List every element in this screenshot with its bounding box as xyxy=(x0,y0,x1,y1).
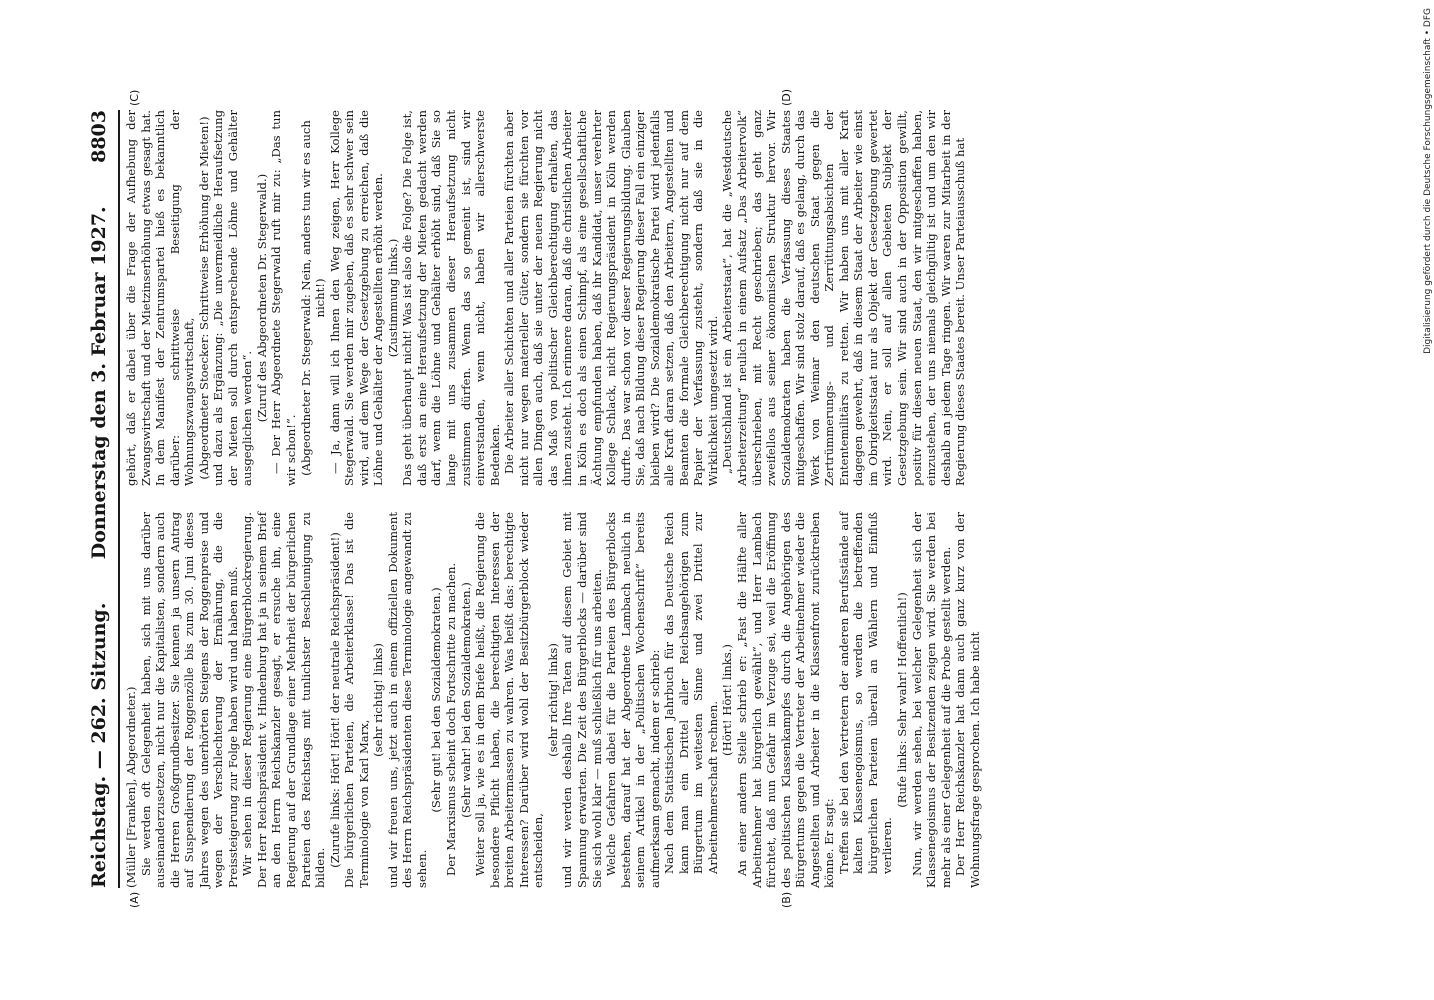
paragraph: — Der Herr Abgeordnete Stegerwald ruft mir zu: „Das tun wir schon!“. xyxy=(269,110,299,486)
interjection: (Zurufe links: Hört! Hört! der neutrale Reichspräsident!) xyxy=(327,532,342,868)
paragraph: Nun, wir werden sehen, bei welcher Gelegenheit sich der Klassenegoismus der Besitzenden zeigen wird. Sie werden bei mehr als einer Gelegenheit auf die Probe gestellt werden. xyxy=(909,512,953,888)
paragraph: „Deutschland ist ein Arbeiterstaat“, hat die „Westdeutsche Arbeiterzeitung“ neulich in einem Aufsatz „Das Arbeitervolk“ überschrieben, mit Recht geschrieben; das geht ganz zweifellos aus seiner ökonomischen Struktur hervor. Wir Sozialdemokraten haben die Verfassung dieses Staates mitgeschaffen. Wir sind stolz darauf, daß es gelang, durch das Werk von Weimar den deutschen Staat gegen die Zertrümmerungs- und Zerrüttungsabsichten der Ententemilitärs zu retten. Wir haben uns mit aller Kraft dagegen gewehrt, daß in diesem Staat der Arbeiter wie einst im Obrigkeitsstaat nur als Objekt der Gesetzgebung gewertet wird. Nein, er soll auf allen Gebieten Subjekt der Gesetzgebung sein. Wir sind auch in der Opposition gewillt, positiv für diesen neuen Staat, den wir mitgeschaffen haben, einzustehen, der uns niemals gleichgültig ist und um den wir deshalb an jedem Tage ringen. Wir waren zur Mitarbeit in der Regierung dieses Staates bereit. Unser Parteiausschuß hat xyxy=(720,110,968,486)
paragraph: Die Arbeiter aller Schichten und aller Parteien fürchten aber nicht nur wegen materieller Güter, sondern sie fürchten vor allen Dingen auch, daß sie unter der neuen Regierung nicht das Maß von politischer Gleichberechtigung erhalten, das ihnen zusteht. Ich erinnere daran, daß die christlichen Arbeiter in Köln es doch als einen Schimpf, als eine gesellschaftliche Ächtung empfunden haben, daß ihr Kandidat, unser verehrter Kollege Schlack, nicht Regierungspräsident in Köln werden durfte. Das war schon vor dieser Regierungsbildung. Glauben Sie, daß nach Bildung dieser Regierung dieser Fall ein einziger bleiben wird? Die Sozialdemokratische Partei wird jedenfalls alle Kraft daran setzen, daß den Arbeitern, Angestellten und Beamten die formale Gleichberechtigung nicht nur auf dem Papier der Verfassung zusteht, sondern daß sie in die Wirklichkeit umgesetzt wird. xyxy=(502,110,720,486)
dfg-watermark xyxy=(1423,8,1433,992)
interjection: (Sehr gut! bei den Sozialdemokraten.) xyxy=(429,587,444,813)
paragraph: Wir sehen in dieser Regierung eine Bürgerblockregierung. Der Herr Reichspräsident v. Hindenburg hat ja in seinem Brief an den Herrn Reichskanzler gesagt, er ersuche ihn, eine Regierung auf der Grundlage einer Mehrheit der bürgerlichen Parteien des Reichstags mit tunlichster Beschleunigung zu bilden. xyxy=(240,512,328,888)
interjection: (Abgeordneter Stoecker: Schrittweise Erhöhung der Mieten!) xyxy=(196,116,211,480)
quotation: Treffen sie bei den Vertretern der anderen Berufsstände auf kalten Klassenegoismus, so werden die betreffenden bürgerlichen Parteien überall an Wählern und Einfluß verlieren. xyxy=(836,512,895,874)
paragraph: Das geht überhaupt nicht! Was ist also die Folge? Die Folge ist, daß erst an eine Heraufsetzung der Mieten gedacht werden darf, wenn die Löhne und Gehälter erhöht sind, daß Sie so lange mit uns zusammen dieser Heraufsetzung nicht zustimmen dürfen. Wenn das so gemeint ist, sind wir einverstanden, wenn nicht, haben wir allerschwerste Bedenken. xyxy=(400,110,502,486)
header-left: Reichstag. — 262. Sitzung. xyxy=(88,602,110,888)
left-column xyxy=(124,512,982,888)
interjection: (sehr richtig! links) xyxy=(545,643,560,757)
paragraph: und dazu als Ergänzung: „Die unvermeidliche Heraufsetzung der Mieten soll durch entsprechende Löhne und Gehälter ausgeglichen werden“. xyxy=(211,110,255,486)
page-header xyxy=(88,110,116,888)
paragraph: Welche Gefahren dabei für die Parteien des Bürgerblocks bestehen, darauf hat der Abgeordnete Lambach neulich in seinem Artikel in der „Politischen Wochenschrift“ bereits aufmerksam gemacht, indem er schrieb: xyxy=(604,512,662,888)
interjection: (Rufe links: Sehr wahr! Hoffentlich!) xyxy=(894,592,909,808)
interjection: (sehr richtig! links) xyxy=(371,643,386,757)
paragraph: An einer andern Stelle schrieb er: „Fast die Hälfte aller Arbeitnehmer hat bürgerlich gewählt“, und Herr Lambach fürchtet, daß nun Gefahr im Verzuge sei, weil die Eröffnung des politischen Klassenkampfes durch die Angehörigen des Bürgertums gegen die Vertreter der Arbeitnehmer wieder die Angestellten und Arbeiter in die Klassenfront zurücktreiben könne. Er sagt: xyxy=(734,512,837,888)
paragraph: und wir freuen uns, jetzt auch in einem offiziellen Dokument des Herrn Reichspräsidenten diese Terminologie angewandt zu sehen. xyxy=(385,512,429,888)
margin-label-b: (B) xyxy=(780,891,793,908)
paragraph: und wir werden deshalb Ihre Taten auf diesem Gebiet mit Spannung erwarten. Die Zeit des Bürgerblocks — darüber sind Sie sich wohl klar — muß schließlich für uns arbeiten. xyxy=(560,512,604,888)
interjection: (Abgeordneter Dr. Stegerwald: Nein, anders tun wir es auch nicht!) xyxy=(298,120,328,476)
paragraph: Der Marxismus scheint doch Fortschritte zu machen. xyxy=(444,562,459,876)
paragraph: (Müller [Franken], Abgeordneter.) xyxy=(124,686,138,888)
header-date: Donnerstag den 3. Februar 1927. xyxy=(88,206,110,560)
quotation: Nach dem Statistischen Jahrbuch für das Deutsche Reich kann man ein Drittel aller Reichsangehörigen zum Bürgertum im weitesten Sinne und zwei Drittel zur Arbeitnehmerschaft rechnen. xyxy=(662,512,720,874)
margin-label-c: (C) xyxy=(128,89,141,106)
header-rule xyxy=(118,110,120,888)
paragraph: Sie werden oft Gelegenheit haben, sich mit uns darüber auseinanderzusetzen, nicht nur die Kapitalisten, sondern auch die Herren Großgrundbesitzer. Sie kennen ja unsern Antrag auf Suspendierung der Roggenzölle bis zum 30. Juni dieses Jahres wegen des unerhörten Steigens der Roggenpreise und wegen der Verschlechterung der Ernährung, die die Preissteigerung zur Folge haben wird und haben muß. xyxy=(138,512,240,888)
paragraph: gehört, daß er dabei über die Frage der Aufhebung der Zwangswirtschaft und der Mietzinserhöhung etwas gesagt hat. In dem Manifest der Zentrumspartei hieß es bekanntlich darüber: schrittweise Beseitigung der Wohnungszwangswirtschaft, xyxy=(124,110,197,486)
watermark-text: Digitalisierung gefördert durch die Deutsche Forschungsgemeinschaft • DFG xyxy=(1423,8,1433,354)
margin-label-a: (A) xyxy=(128,891,141,908)
page-number: 8803 xyxy=(88,110,110,163)
interjection: (Zuruf des Abgeordneten Dr. Stegerwald.) xyxy=(254,173,269,423)
paragraph: Die bürgerlichen Parteien, die Arbeiterklasse! Das ist die Terminologie von Karl Marx, xyxy=(342,512,371,888)
interjection: (Sehr wahr! bei den Sozialdemokraten.) xyxy=(458,582,473,818)
paragraph: Weiter soll ja, wie es in dem Briefe heißt, die Regierung die besondere Pflicht haben, die berechtigten Interessen der breiten Arbeitermassen zu wahren. Was heißt das: berechtigte Interessen? Darüber wird wohl der Besitzbürgerblock wieder entscheiden, xyxy=(473,512,546,888)
margin-label-d: (D) xyxy=(780,88,793,106)
paragraph: — Ja, dann will ich Ihnen den Weg zeigen, Herr Kollege Stegerwald. Sie werden mir zugeben, daß es sehr schwer sein wird, auf dem Wege der Gesetzgebung zu erreichen, daß die Löhne und Gehälter der Angestellten erhöht werden. xyxy=(327,110,386,486)
interjection: (Zustimmung links.) xyxy=(385,238,400,358)
interjection: (Hört! Hört! links.) xyxy=(720,644,735,756)
right-column xyxy=(124,110,968,486)
paragraph: Der Herr Reichskanzler hat dann auch ganz kurz von der Wohnungsfrage gesprochen. Ich habe nicht xyxy=(953,512,982,888)
